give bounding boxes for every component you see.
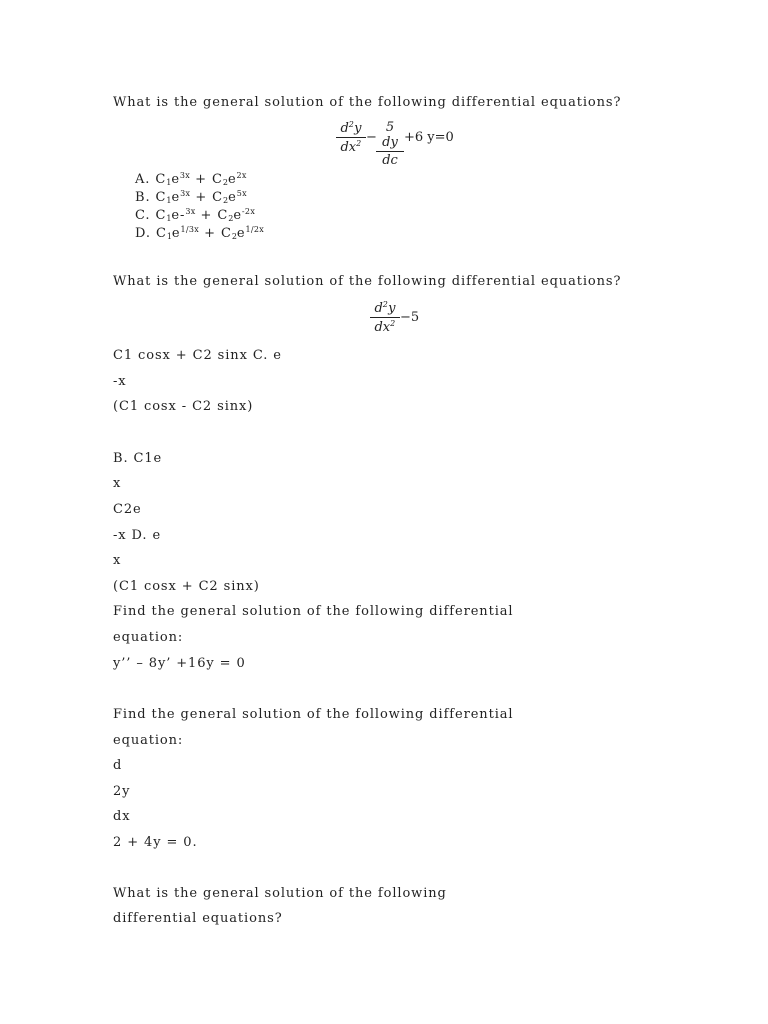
option-a: A. $C_1e^{3x} + C_2e^{2x}$: [135, 171, 247, 187]
q4-line: d: [113, 758, 123, 773]
q3-line: equation:: [113, 630, 184, 645]
q4-line: equation:: [113, 733, 184, 748]
question-1-equation: [336, 120, 466, 168]
fraction-d2y-dx2: $d^2y$ $dx^2$: [370, 300, 400, 335]
option-b: B. $C_1e^{3x} + C_2e^{5x}$: [135, 189, 247, 205]
q2-line: -x: [113, 374, 127, 389]
q3-line: Find the general solution of the following differential: [113, 604, 514, 619]
q2-line: x: [113, 553, 122, 568]
minus-sign: −: [366, 130, 377, 145]
q5-line: differential equations?: [113, 911, 283, 926]
fraction-d2y-dx2: $d^2y$ $dx^2$: [336, 120, 366, 155]
option-d: D. $C_1e^{1/3x} + C_2e^{1/2x}$: [135, 225, 265, 241]
q4-line: dx: [113, 809, 131, 824]
q4-line: Find the general solution of the following differential: [113, 707, 514, 722]
q2-line: (C1 cosx - C2 sinx): [113, 399, 254, 414]
equation-tail: +6 y=0: [404, 130, 454, 145]
question-2-equation: [370, 300, 430, 340]
q2-line: C1 cosx + C2 sinx C. e: [113, 348, 282, 363]
q3-line: y’’ – 8y’ +16y = 0: [113, 656, 246, 671]
question-1-text: What is the general solution of the following differential equations?: [113, 95, 622, 110]
equation-tail: −5: [400, 310, 420, 325]
q4-line: 2y: [113, 784, 131, 799]
q2-line: B. C1e: [113, 451, 163, 466]
q2-line: x: [113, 476, 122, 491]
fraction-5dy-dc: 5 dy dc: [376, 120, 404, 168]
q2-line: -x D. e: [113, 528, 162, 543]
q5-line: What is the general solution of the following: [113, 886, 447, 901]
option-c: C. $C_1e-^{3x} + C_2e^{-2x}$: [135, 207, 256, 223]
question-2-text: What is the general solution of the following differential equations?: [113, 274, 622, 289]
q2-line: C2e: [113, 502, 142, 517]
q4-line: 2 + 4y = 0.: [113, 835, 198, 850]
q2-line: (C1 cosx + C2 sinx): [113, 579, 260, 594]
